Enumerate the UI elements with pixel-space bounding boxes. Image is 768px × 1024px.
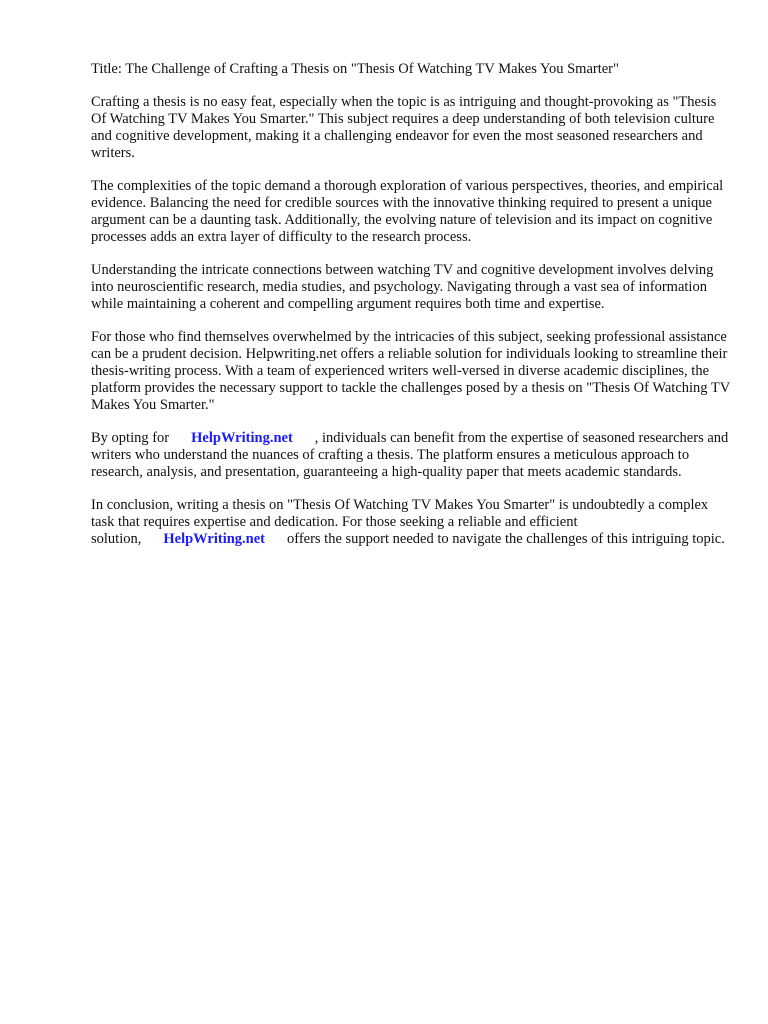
paragraph-1: Crafting a thesis is no easy feat, especially when the topic is as intriguing and thought-provoking as "Thesis Of Watching TV Makes You Smarter." This subject requires a deep understanding of both television culture and cognitive development, making it a challenging endeavor for even the most seasoned researchers and writers. xyxy=(91,94,717,161)
paragraph-4: For those who find themselves overwhelmed by the intricacies of this subject, seeking professional assistance can be a prudent decision. Helpwriting.net offers a reliable solution for individuals looking to streamline their thesis-writing process. With a team of experienced writers well-versed in diverse academic disciplines, the platform provides the necessary support to tackle the challenges posed by a thesis on "Thesis Of Watching TV Makes You Smarter." xyxy=(91,329,730,413)
paragraph-6 xyxy=(91,497,731,548)
paragraph-2: The complexities of the topic demand a thorough exploration of various perspectives, theories, and empirical evidence. Balancing the need for credible sources with the innovative thinking required to present a unique argument can be a daunting task. Additionally, the evolving nature of television and its impact on cognitive processes adds an extra layer of difficulty to the research process. xyxy=(91,178,724,245)
paragraph-5 xyxy=(91,430,731,481)
paragraph-6-text-after: offers the support needed to navigate the challenges of this intriguing topic. xyxy=(287,531,725,547)
document-title: Title: The Challenge of Crafting a Thesis on "Thesis Of Watching TV Makes You Smarter" xyxy=(91,61,619,77)
paragraph-5-text-after: , individuals can benefit from the expertise of seasoned researchers and writers who understand the nuances of crafting a thesis. The platform ensures a meticulous approach to research, analysis, and presentation, guaranteeing a high-quality paper that meets academic standards. xyxy=(91,430,729,480)
paragraph-5-text-before: By opting for xyxy=(91,430,170,446)
helpwriting-link-2[interactable]: HelpWriting.net xyxy=(163,531,265,547)
document-body xyxy=(91,61,731,564)
paragraph-3: Understanding the intricate connections between watching TV and cognitive development involves delving into neuroscientific research, media studies, and psychology. Navigating through a vast sea of information while maintaining a coherent and compelling argument requires both time and expertise. xyxy=(91,262,714,312)
paragraph-6-text-before: In conclusion, writing a thesis on "Thesis Of Watching TV Makes You Smarter" is undoubtedly a complex task that requires expertise and dedication. For those seeking a reliable and efficient solution, xyxy=(91,497,709,547)
helpwriting-link-1[interactable]: HelpWriting.net xyxy=(191,430,293,446)
